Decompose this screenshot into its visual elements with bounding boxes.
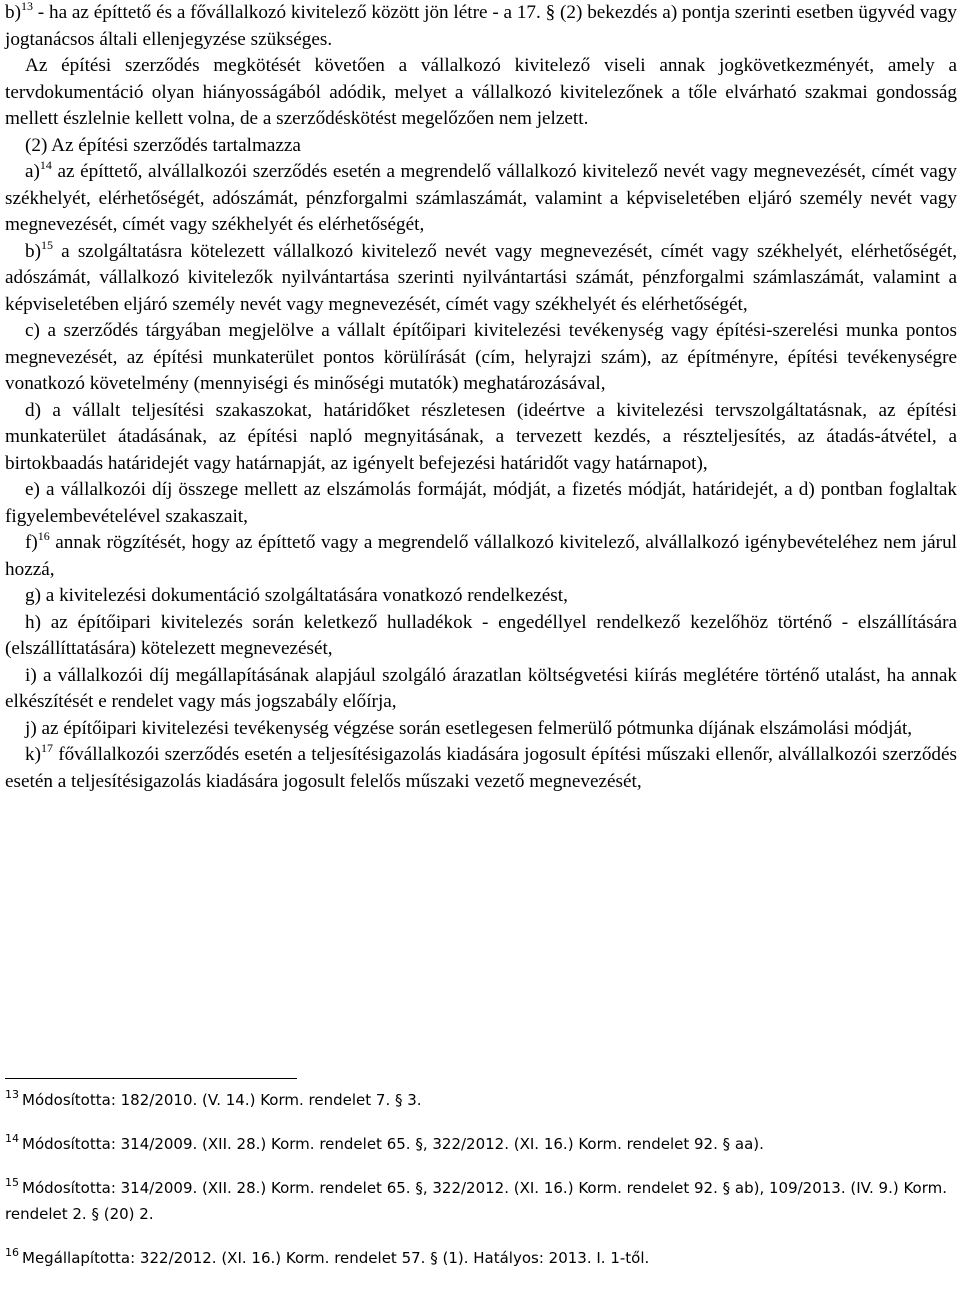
footnote-ref-15[interactable]: 15 xyxy=(40,237,53,252)
footnote-number: 14 xyxy=(5,1132,19,1145)
footnote-text: Módosította: 314/2009. (XII. 28.) Korm. rendelet 65. §, 322/2012. (XI. 16.) Korm. rendelet 92. § ab), 109/2013. (IV. 9.) Korm. rendelet 2. § (20) 2. xyxy=(5,1179,948,1223)
paragraph-c: c) a szerződés tárgyában megjelölve a vállalt építőipari kivitelezési tevékenység vagy építési-szerelési munka pontos megnevezését, az építési munkaterület pontos körülírását (cím, helyrajzi szám), az építményre, építési tevékenységre vonatkozó követelmény (mennyiségi és minőségi mutatók) meghatározásával, xyxy=(5,320,957,394)
document-body xyxy=(5,0,957,795)
footnote-text: Módosította: 182/2010. (V. 14.) Korm. rendelet 7. § 3. xyxy=(22,1091,422,1109)
footnote-13 xyxy=(5,1087,955,1113)
footnote-separator xyxy=(5,1078,297,1079)
footnote-text: Megállapította: 322/2012. (XI. 16.) Korm. rendelet 57. § (1). Hatályos: 2013. I. 1-től. xyxy=(22,1249,650,1267)
paragraph-h: h) az építőipari kivitelezés során keletkező hulladékok - engedéllyel rendelkező kezelőhöz történő - elszállítására (elszállíttatására) kötelezett megnevezését, xyxy=(5,611,957,659)
footnote-number: 16 xyxy=(5,1246,19,1259)
paragraph-contract-liability: Az építési szerződés megkötését követően a vállalkozó kivitelező viseli annak jogkövetkezményét, amely a tervdokumentáció olyan hiányosságából adódik, melyet a vállalkozó kivitelezőnek a tőle elvárható szakmai gondosság mellett észlelnie kellett volna, de a szerződéskötést megelőzően nem jelzett. xyxy=(5,55,957,129)
footnote-ref-17[interactable]: 17 xyxy=(40,741,53,755)
footnote-number: 15 xyxy=(5,1176,19,1189)
footnote-15 xyxy=(5,1175,955,1227)
paragraph-b-13 xyxy=(5,0,957,53)
document-page xyxy=(5,0,957,795)
footnote-16 xyxy=(5,1245,955,1271)
paragraph-section-2-intro: (2) Az építési szerződés tartalmazza xyxy=(25,134,301,156)
paragraph-text: - ha az építtető és a fővállalkozó kivitelező között jön létre - a 17. § (2) bekezdés a) pontja szerinti esetben ügyvéd vagy jogtanácsos általi ellenjegyzése szükséges. xyxy=(5,2,957,50)
paragraph-text: annak rögzítését, hogy az építtető vagy a megrendelő vállalkozó kivitelező, alvállalkozó igénybevételéhez nem járul hozzá, xyxy=(5,532,957,580)
paragraph-text: fővállalkozói szerződés esetén a teljesítésigazolás kiadására jogosult építési műszaki ellenőr, alvállalkozói szerződés esetén a teljesítésigazolás kiadására jogosult felelős műszaki vezető megnevezését, xyxy=(5,744,957,792)
paragraph-text: a szolgáltatásra kötelezett vállalkozó kivitelező nevét vagy megnevezését, címét vagy székhelyét, elérhetőségét, adószámát, vállalkozó kivitelezők nyilvántartása szerinti nyilvántartási számát, pénzforgalmi számlaszámát, valamint a képviseletében eljáró személy nevét vagy megnevezését, címét vagy székhelyét és elérhetőségét, xyxy=(5,240,957,315)
paragraph-g: g) a kivitelezési dokumentáció szolgáltatására vonatkozó rendelkezést, xyxy=(25,585,568,606)
paragraph-d: d) a vállalt teljesítési szakaszokat, határidőket részletesen (ideértve a kivitelezési tervszolgáltatásnak, az építési munkaterület átadásának, az építési napló megnyitásának, a tervezett kezdés, a részteljesítés, az átadás-átvétel, a birtokbaadás határidejét vagy határnapját, az igényelt befejezési határidőt vagy határnapot), xyxy=(5,399,957,474)
footnotes-section xyxy=(5,1087,955,1271)
item-label: a) xyxy=(25,161,40,182)
footnote-number: 13 xyxy=(5,1088,19,1101)
footnote-ref-13[interactable]: 13 xyxy=(20,0,33,13)
footnote-14 xyxy=(5,1131,955,1157)
footnote-text: Módosította: 314/2009. (XII. 28.) Korm. rendelet 65. §, 322/2012. (XI. 16.) Korm. rendelet 92. § aa). xyxy=(22,1135,764,1153)
paragraph-f-16 xyxy=(5,530,957,583)
paragraph-j: j) az építőipari kivitelezési tevékenység végzése során esetlegesen felmerülő pótmunka díjának elszámolási módját, xyxy=(25,717,913,739)
item-label: b) xyxy=(5,2,21,23)
item-label: k) xyxy=(25,744,41,765)
footnote-ref-14[interactable]: 14 xyxy=(39,158,52,172)
paragraph-a-14 xyxy=(5,159,957,239)
item-label: f) xyxy=(25,532,38,553)
paragraph-i: i) a vállalkozói díj megállapításának alapjául szolgáló árazatlan költségvetési kiírás meglétére történő utalást, ha annak elkészítését e rendelet vagy más jogszabály előírja, xyxy=(5,664,957,712)
paragraph-text: az építtető, alvállalkozói szerződés esetén a megrendelő vállalkozó kivitelező nevét vagy megnevezését, címét vagy székhelyét, elérhetőségét, adószámát, pénzforgalmi számlaszámát, valamint a képviseletében eljáró személy nevét vagy megnevezését, címét vagy székhelyét és elérhetőségét, xyxy=(5,161,957,235)
paragraph-k-17 xyxy=(5,742,957,795)
footnote-ref-16[interactable]: 16 xyxy=(37,529,50,543)
paragraph-e: e) a vállalkozói díj összege mellett az elszámolás formáját, módját, a fizetés módját, határidejét, a d) pontban foglaltak figyelembevételével szakaszait, xyxy=(5,479,957,527)
paragraph-b-15 xyxy=(5,239,957,319)
item-label: b) xyxy=(25,240,41,262)
